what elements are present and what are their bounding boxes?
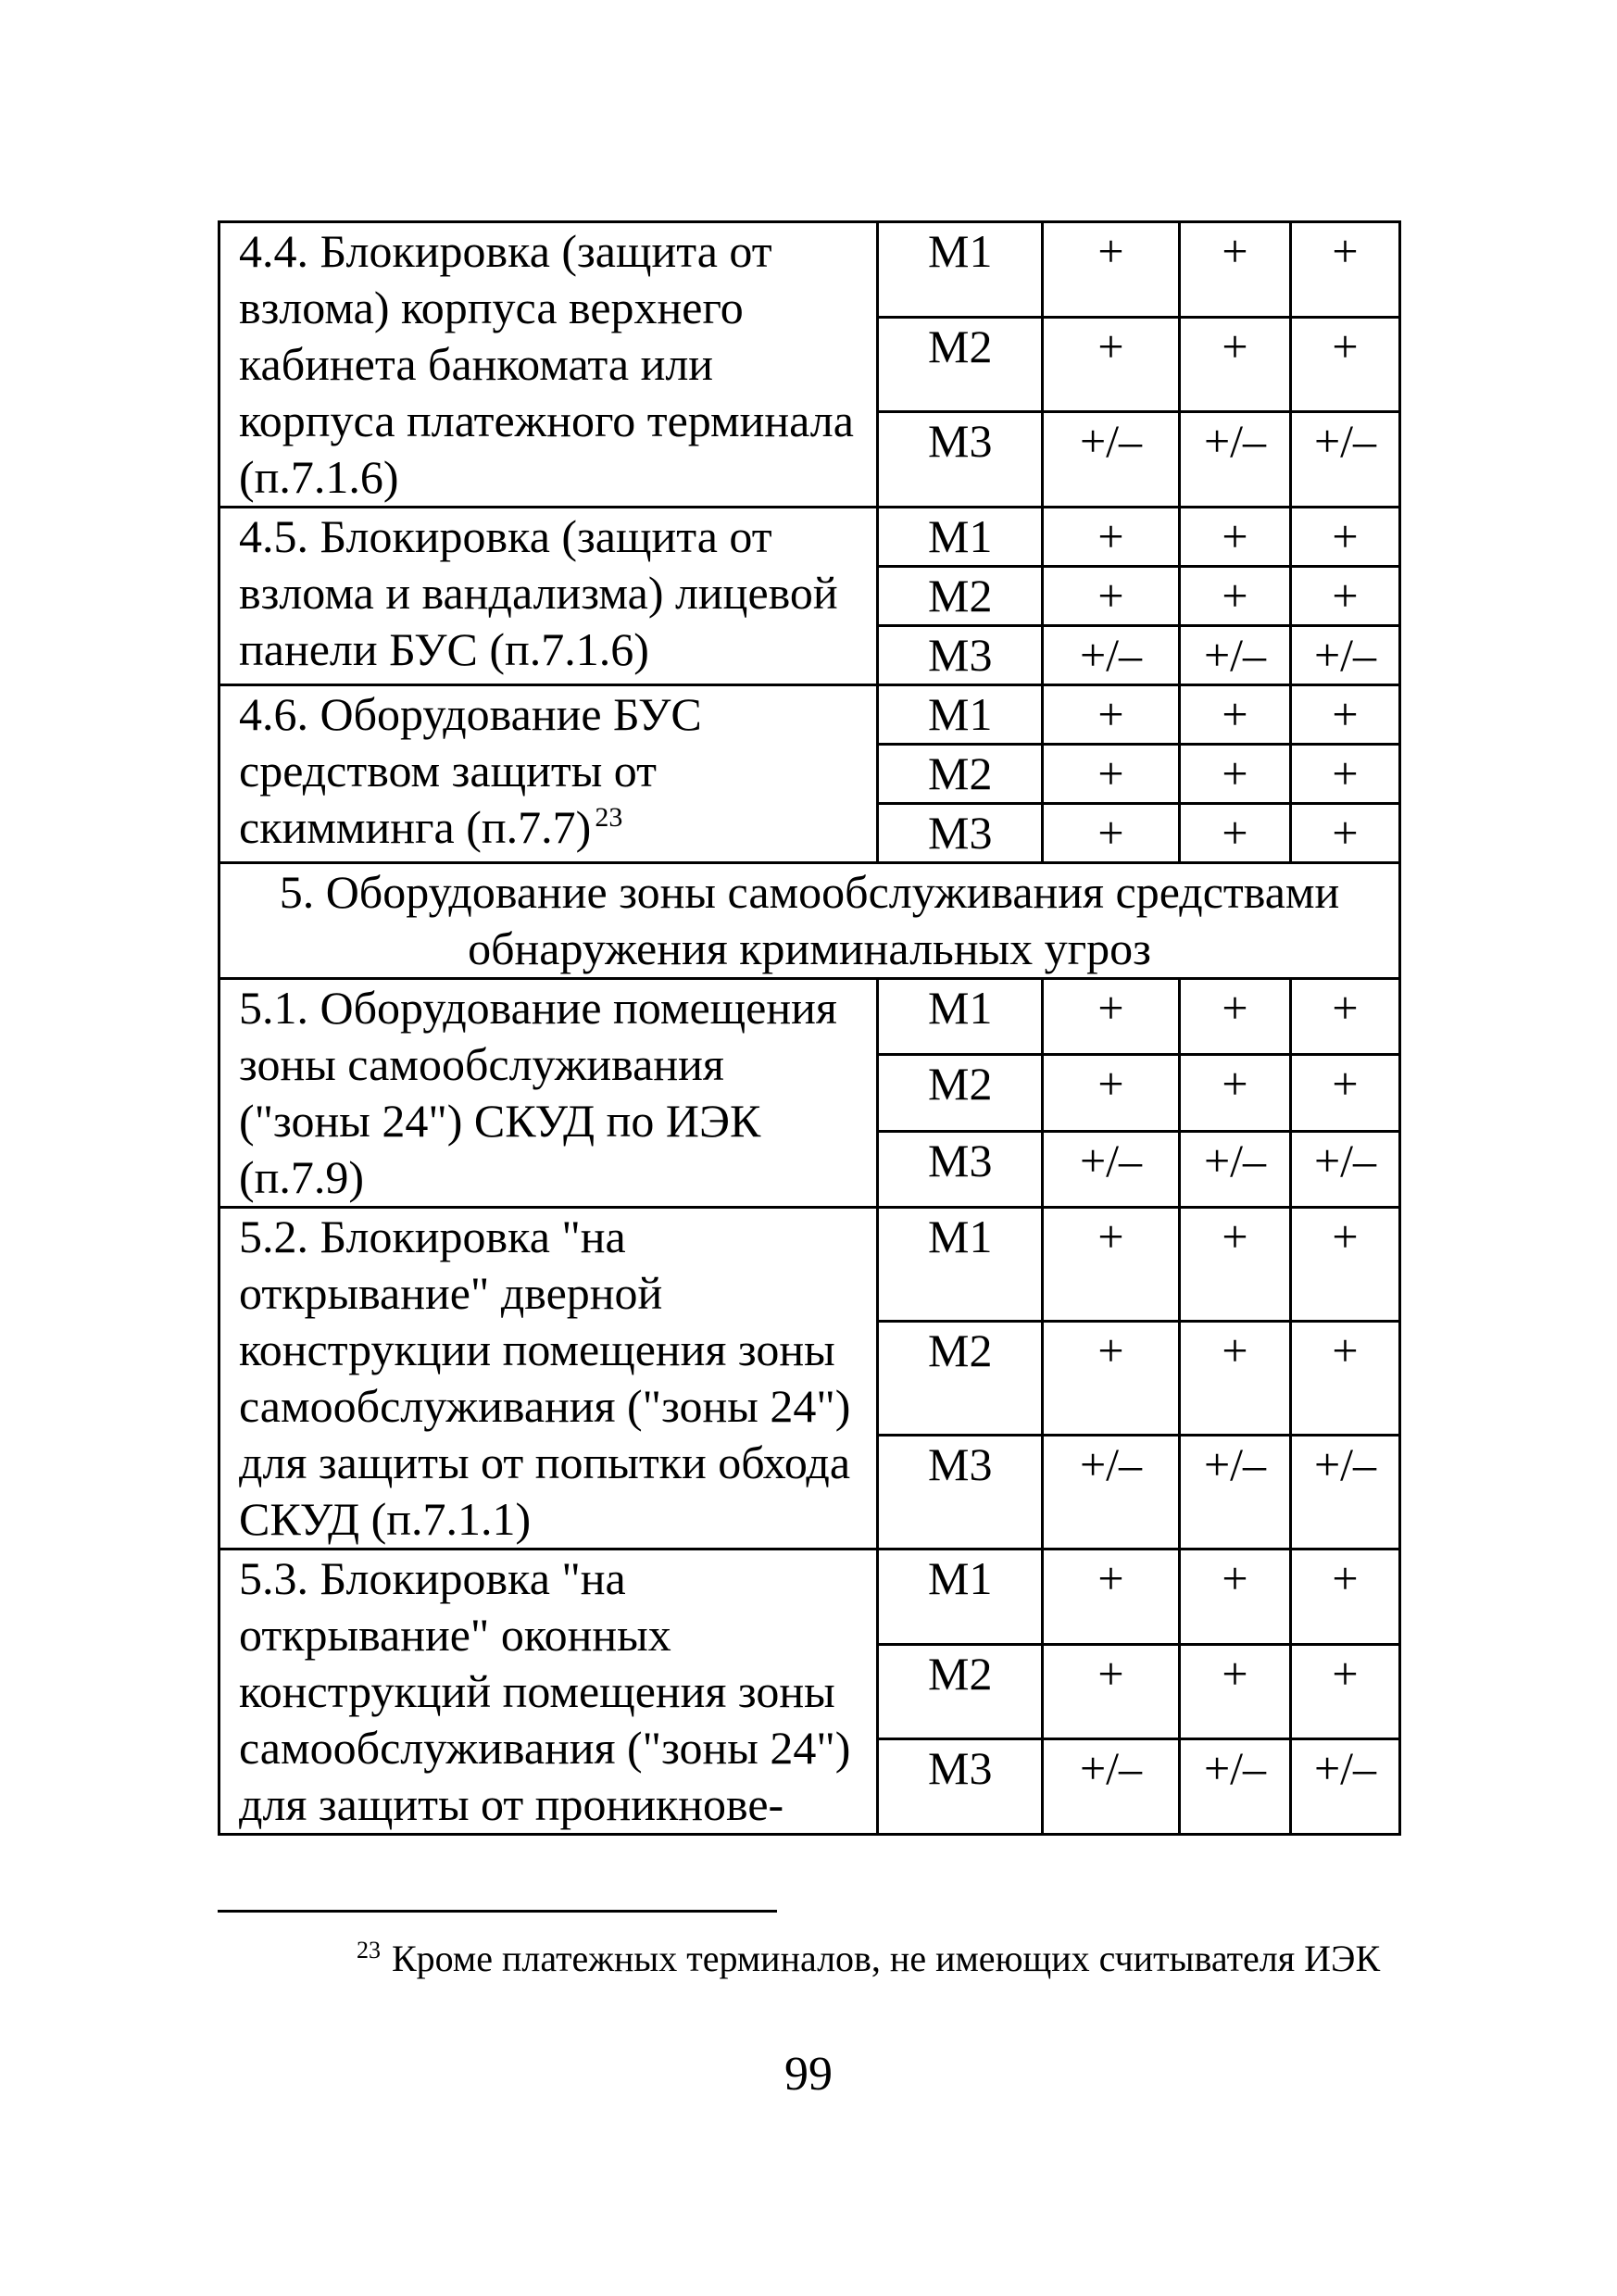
value-cell: +	[1291, 1208, 1400, 1322]
value-cell: +	[1291, 685, 1400, 745]
value-cell: +	[1180, 1322, 1291, 1436]
value-cell: +	[1291, 745, 1400, 804]
value-cell: +	[1180, 317, 1291, 412]
value-cell: +	[1180, 979, 1291, 1055]
footnote-text: Кроме платежных терминалов, не имеющих считывателя ИЭК	[392, 1938, 1381, 1979]
value-cell: +	[1291, 317, 1400, 412]
value-cell: +	[1043, 1055, 1180, 1131]
value-cell: +/–	[1180, 1436, 1291, 1549]
value-cell: +/–	[1291, 412, 1400, 508]
requirement-description: 4.5. Блокировка (защита от взлома и вандализма) лицевой панели БУС (п.7.1.6)	[219, 508, 878, 685]
level-cell: М3	[878, 412, 1043, 508]
value-cell: +	[1180, 1055, 1291, 1131]
table-row	[219, 685, 1400, 745]
value-cell: +/–	[1043, 1739, 1180, 1835]
value-cell: +	[1043, 567, 1180, 626]
requirement-description: 5.2. Блокировка "на открывание" дверной конструкции помещения зоны самообслуживания ("зоны 24") для защиты от попытки обхода СКУД (п.7.1.1)	[219, 1208, 878, 1549]
table-row	[219, 1549, 1400, 1645]
requirement-description	[219, 685, 878, 863]
level-cell: М1	[878, 508, 1043, 567]
value-cell: +/–	[1180, 412, 1291, 508]
requirement-description: 5.3. Блокировка "на открывание" оконных конструкций помещения зоны самообслуживания ("зоны 24") для защиты от проникнове-	[219, 1549, 878, 1835]
level-cell: М3	[878, 1131, 1043, 1207]
description-text: 4.6. Оборудование БУС средством защиты от скимминга (п.7.7)	[239, 688, 702, 853]
value-cell: +/–	[1180, 626, 1291, 685]
table-row	[219, 508, 1400, 567]
value-cell: +/–	[1291, 1436, 1400, 1549]
value-cell: +	[1043, 508, 1180, 567]
value-cell: +/–	[1043, 1131, 1180, 1207]
table-row	[219, 1208, 1400, 1322]
value-cell: +	[1180, 685, 1291, 745]
requirements-table	[218, 220, 1401, 1836]
value-cell: +/–	[1180, 1131, 1291, 1207]
value-cell: +	[1291, 979, 1400, 1055]
value-cell: +	[1180, 804, 1291, 863]
level-cell: М2	[878, 1055, 1043, 1131]
value-cell: +	[1043, 222, 1180, 318]
value-cell: +/–	[1291, 626, 1400, 685]
value-cell: +	[1291, 1055, 1400, 1131]
level-cell: М3	[878, 1436, 1043, 1549]
level-cell: М1	[878, 222, 1043, 318]
level-cell: М2	[878, 745, 1043, 804]
level-cell: М2	[878, 1644, 1043, 1739]
table-row	[219, 222, 1400, 318]
value-cell: +	[1291, 222, 1400, 318]
value-cell: +/–	[1043, 1436, 1180, 1549]
value-cell: +	[1291, 1644, 1400, 1739]
level-cell: М1	[878, 1208, 1043, 1322]
level-cell: М2	[878, 317, 1043, 412]
value-cell: +	[1043, 1549, 1180, 1645]
value-cell: +	[1180, 1549, 1291, 1645]
footnote	[218, 1934, 1398, 1984]
level-cell: М3	[878, 1739, 1043, 1835]
value-cell: +	[1043, 1644, 1180, 1739]
level-cell: М2	[878, 1322, 1043, 1436]
value-cell: +	[1291, 567, 1400, 626]
value-cell: +	[1180, 508, 1291, 567]
value-cell: +	[1180, 1644, 1291, 1739]
value-cell: +	[1291, 508, 1400, 567]
value-cell: +	[1291, 1549, 1400, 1645]
value-cell: +	[1291, 804, 1400, 863]
footnote-reference: 23	[595, 802, 623, 833]
requirement-description: 4.4. Блокировка (защита от взлома) корпуса верхнего кабинета банкомата или корпуса платежного терминала (п.7.1.6)	[219, 222, 878, 508]
level-cell: М1	[878, 1549, 1043, 1645]
level-cell: М3	[878, 804, 1043, 863]
table-row	[219, 863, 1400, 979]
level-cell: М1	[878, 685, 1043, 745]
value-cell: +	[1180, 1208, 1291, 1322]
level-cell: М3	[878, 626, 1043, 685]
value-cell: +/–	[1291, 1131, 1400, 1207]
value-cell: +	[1043, 745, 1180, 804]
value-cell: +	[1043, 317, 1180, 412]
value-cell: +	[1180, 745, 1291, 804]
value-cell: +/–	[1291, 1739, 1400, 1835]
value-cell: +/–	[1180, 1739, 1291, 1835]
page-number: 99	[784, 2048, 833, 2101]
value-cell: +	[1043, 1322, 1180, 1436]
value-cell: +	[1043, 685, 1180, 745]
value-cell: +	[1291, 1322, 1400, 1436]
level-cell: М1	[878, 979, 1043, 1055]
value-cell: +	[1180, 567, 1291, 626]
value-cell: +	[1043, 804, 1180, 863]
footnote-separator	[218, 1910, 777, 1913]
value-cell: +	[1043, 1208, 1180, 1322]
level-cell: М2	[878, 567, 1043, 626]
value-cell: +/–	[1043, 412, 1180, 508]
footnote-number: 23	[357, 1937, 381, 1964]
table-row	[219, 979, 1400, 1055]
value-cell: +	[1043, 979, 1180, 1055]
section-heading: 5. Оборудование зоны самообслуживания средствами обнаружения криминальных угроз	[219, 863, 1400, 979]
requirement-description: 5.1. Оборудование помещения зоны самообслуживания ("зоны 24") СКУД по ИЭК (п.7.9)	[219, 979, 878, 1208]
value-cell: +/–	[1043, 626, 1180, 685]
value-cell: +	[1180, 222, 1291, 318]
